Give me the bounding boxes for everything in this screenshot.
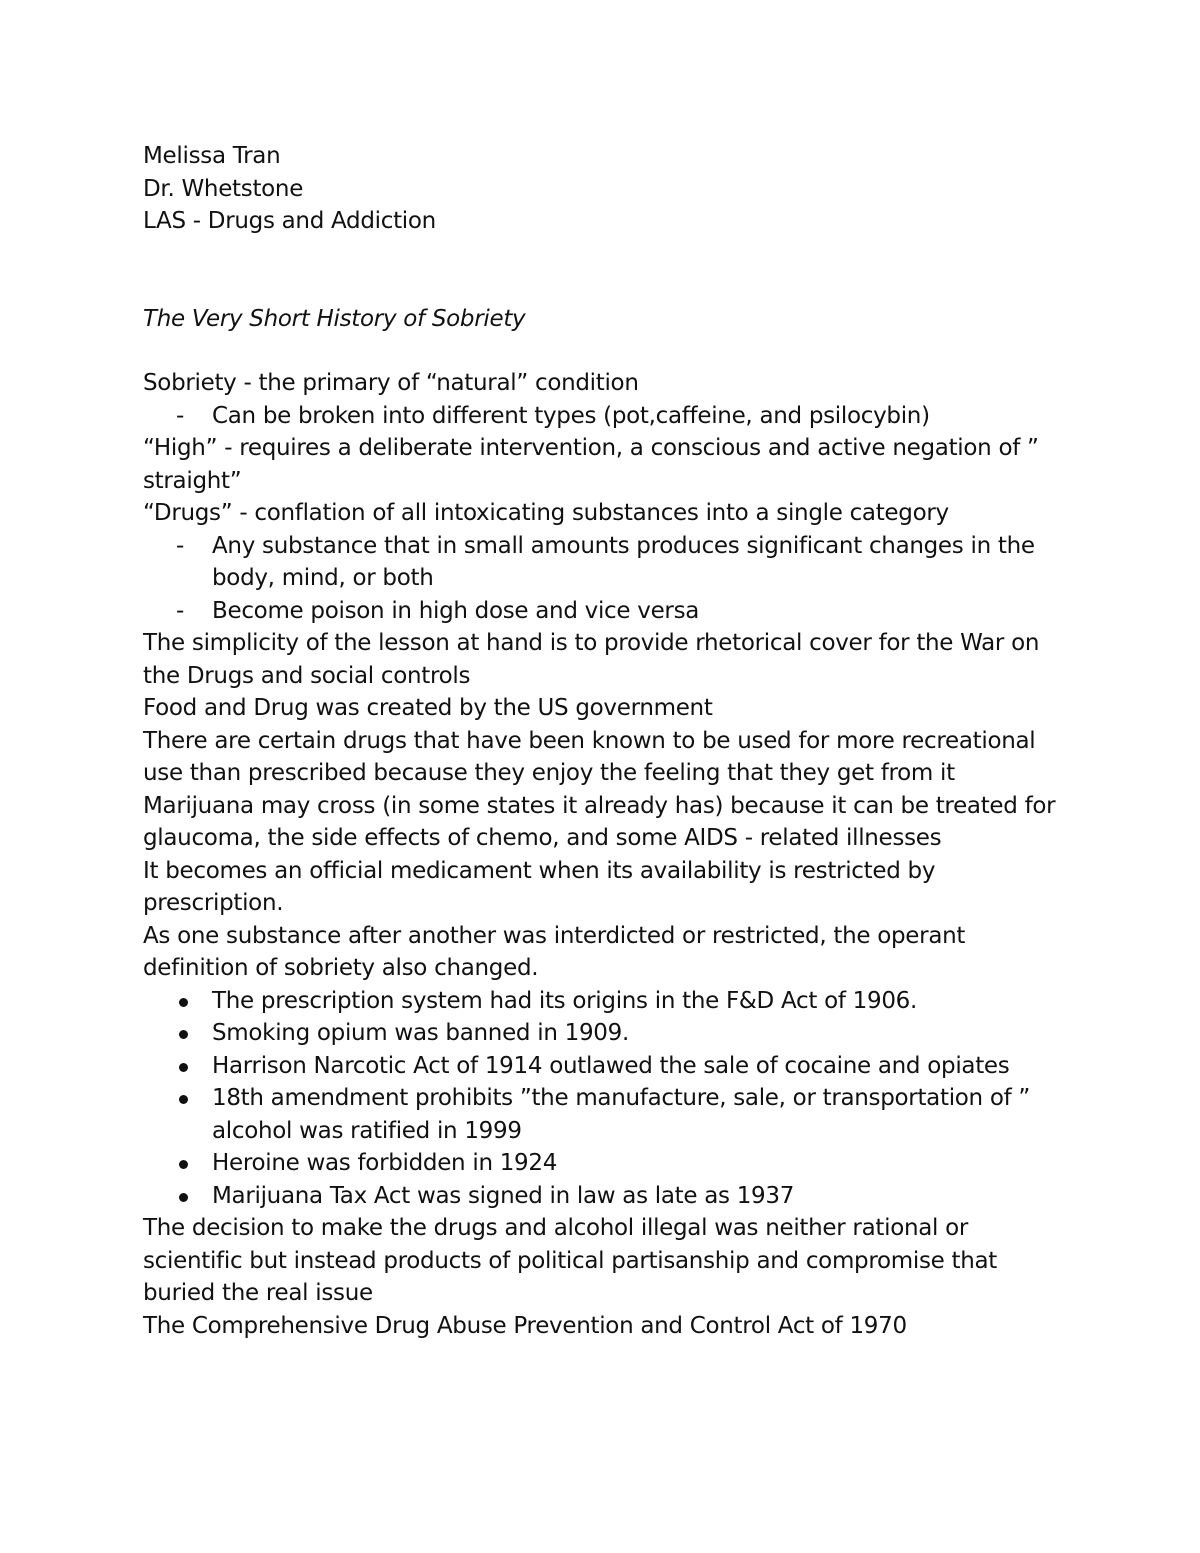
course-name: LAS - Drugs and Addiction (143, 208, 436, 234)
dash-item (143, 400, 1073, 433)
dash-marker: - (176, 532, 184, 559)
blank-space (143, 335, 1073, 367)
paragraph: The Comprehensive Drug Abuse Prevention and Control Act of 1970 (143, 1312, 907, 1339)
paragraph: As one substance after another was interdicted or restricted, the operant definition of sobriety also changed. (143, 922, 966, 981)
bullet-item (143, 985, 1073, 1018)
bullet-text: Marijuana Tax Act was signed in law as late as 1937 (212, 1182, 795, 1209)
document-body (143, 140, 1073, 1342)
instructor-name: Dr. Whetstone (143, 175, 304, 202)
document-title: The Very Short History of Sobriety (143, 305, 526, 332)
bullet-text: Heroine was forbidden in 1924 (212, 1150, 558, 1176)
bullet-item (143, 1180, 1073, 1213)
author-name: Melissa Tran (143, 143, 281, 169)
bullet-dot (179, 1063, 188, 1072)
paragraph: Food and Drug was created by the US government (143, 695, 713, 721)
dash-marker: - (176, 597, 184, 624)
dash-item-text: Any substance that in small amounts produces significant changes in the body, mind, or both (212, 532, 1035, 591)
paragraph-high: “High” - requires a deliberate intervention, a conscious and active negation of ” straight” (143, 435, 1039, 494)
bullet-text: The prescription system had its origins in the F&D Act of 1906. (212, 987, 918, 1014)
bullet-text: Smoking opium was banned in 1909. (212, 1020, 629, 1046)
dash-item-text: Can be broken into different types (pot,caffeine, and psilocybin) (212, 402, 930, 429)
bullet-dot (179, 1030, 188, 1039)
blank-space (143, 238, 1073, 303)
dash-item (143, 595, 1073, 628)
bullet-item (143, 1017, 1073, 1050)
paragraph-drugs: “Drugs” - conflation of all intoxicating substances into a single category (143, 500, 949, 526)
paragraph: There are certain drugs that have been known to be used for more recreational use than prescribed because they enjoy the feeling that they get from it (143, 727, 1036, 786)
dash-item-text: Become poison in high dose and vice versa (212, 597, 700, 624)
bullet-item (143, 1050, 1073, 1083)
paragraph: Marijuana may cross (in some states it already has) because it can be treated for glaucoma, the side effects of chemo, and some AIDS - related illnesses (143, 792, 1056, 851)
bullet-dot (179, 1193, 188, 1202)
bullet-text: 18th amendment prohibits ”the manufacture, sale, or transportation of ” alcohol was ratified in 1999 (212, 1085, 1031, 1144)
bullet-text: Harrison Narcotic Act of 1914 outlawed the sale of cocaine and opiates (212, 1052, 1010, 1079)
paragraph: It becomes an official medicament when its availability is restricted by prescription. (143, 857, 936, 916)
bullet-dot (179, 1160, 188, 1169)
bullet-dot (179, 1095, 188, 1104)
bullet-item (143, 1082, 1073, 1147)
paragraph-sobriety: Sobriety - the primary of “natural” condition (143, 370, 639, 396)
bullet-item (143, 1147, 1073, 1180)
dash-item (143, 530, 1073, 595)
bullet-dot (179, 998, 188, 1007)
paragraph: The simplicity of the lesson at hand is to provide rhetorical cover for the War on the Drugs and social controls (143, 630, 1040, 689)
dash-marker: - (176, 402, 184, 429)
paragraph: The decision to make the drugs and alcohol illegal was neither rational or scientific but instead products of political partisanship and compromise that buried the real issue (143, 1215, 998, 1306)
